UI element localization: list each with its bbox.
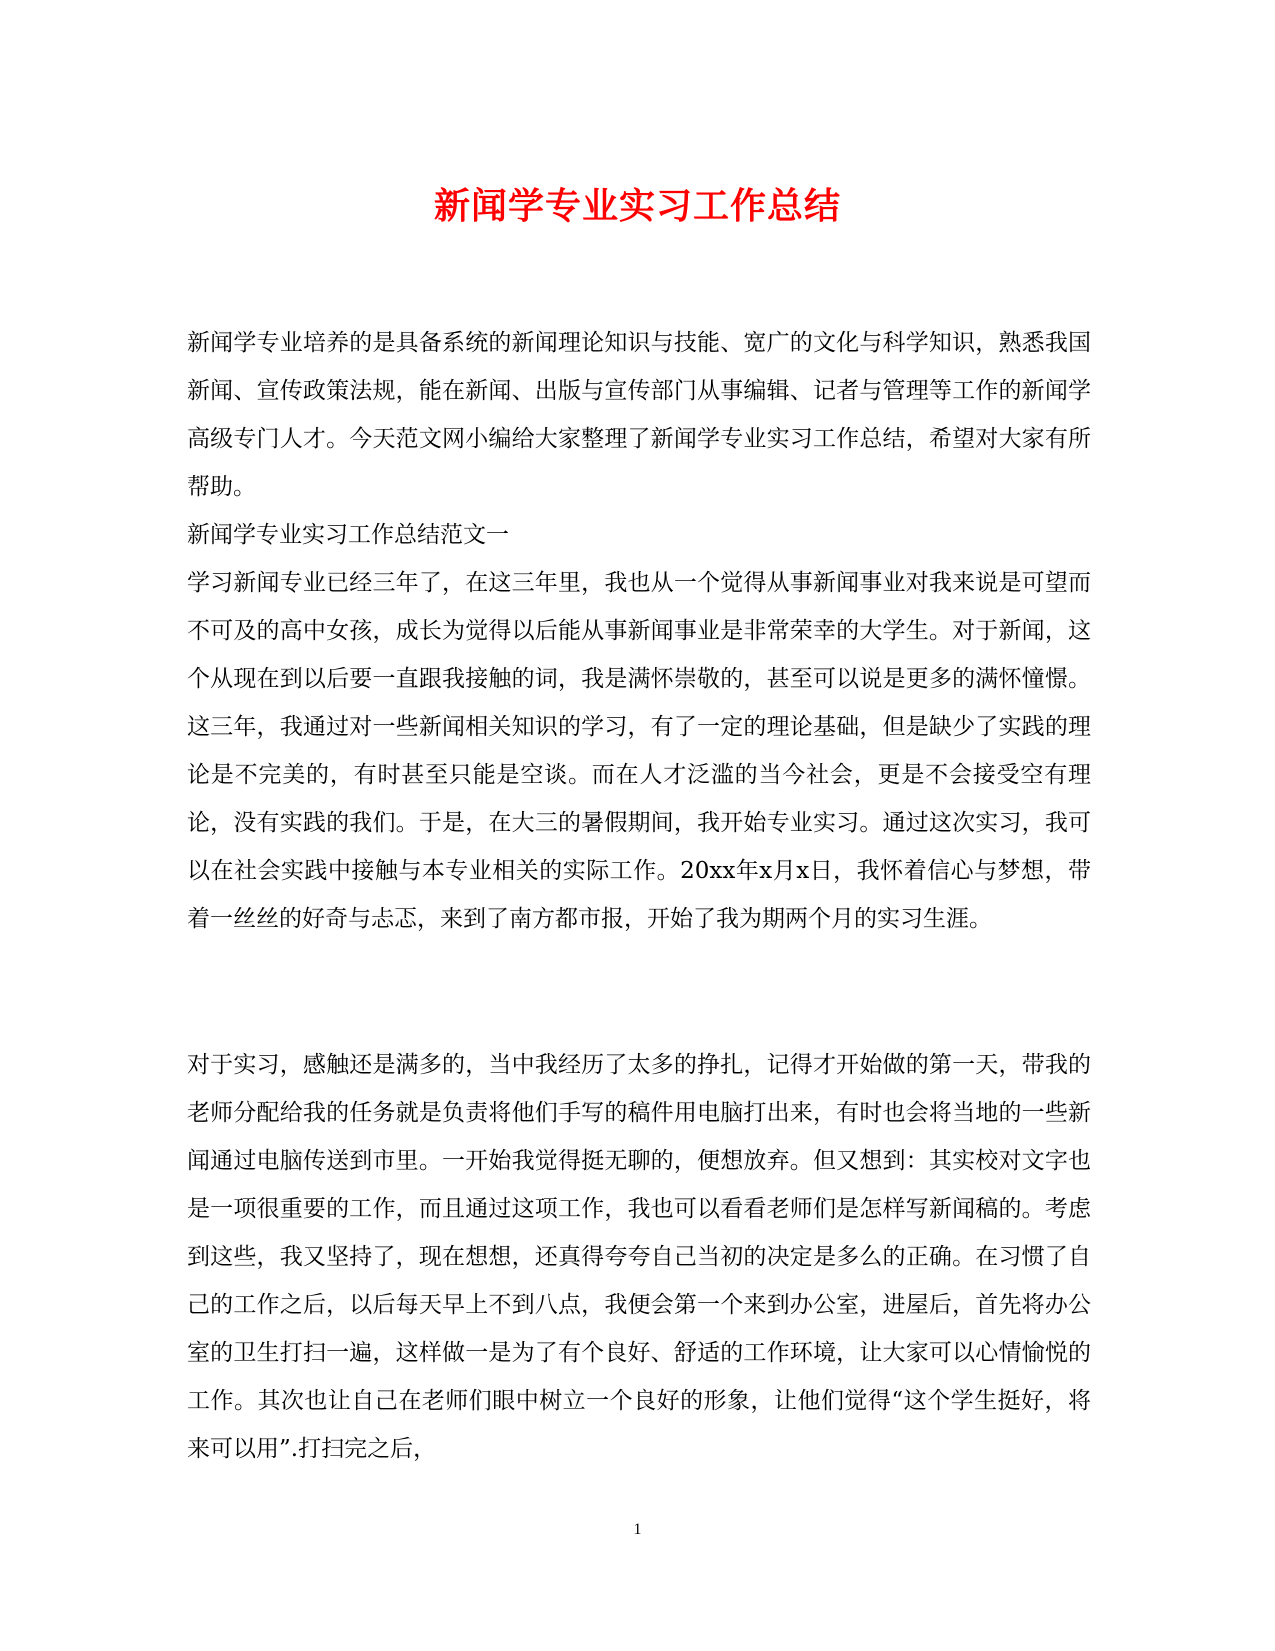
body-paragraph-2: 对于实习，感触还是满多的，当中我经历了太多的挣扎，记得才开始做的第一天，带我的老师分配给我的任务就是负责将他们手写的稿件用电脑打出来，有时也会将当地的一些新闻通过电脑传送到市里。一开始我觉得挺无聊的，便想放弃。但又想到：其实校对文字也是一项很重要的工作，而且通过这项工作，我也可以看看老师们是怎样写新闻稿的。考虑到这些，我又坚持了，现在想想，还真得夸夸自己当初的决定是多么的正确。在习惯了自己的工作之后，以后每天早上不到八点，我便会第一个来到办公室，进屋后，首先将办公室的卫生打扫一遍，这样做一是为了有个良好、舒适的工作环境，让大家可以心情愉悦的工作。其次也让自己在老师们眼中树立一个良好的形象，让他们觉得“这个学生挺好，将来可以用”.打扫完之后， — [187, 1052, 1091, 1462]
document-title: 新闻学专业实习工作总结 — [433, 185, 841, 228]
document-body-second — [187, 1041, 1091, 1473]
body-paragraph-1: 学习新闻专业已经三年了，在这三年里，我也从一个觉得从事新闻事业对我来说是可望而不可及的高中女孩，成长为觉得以后能从事新闻事业是非常荣幸的大学生。对于新闻，这个从现在到以后要一直跟我接触的词，我是满怀崇敬的，甚至可以说是更多的满怀憧憬。这三年，我通过对一些新闻相关知识的学习，有了一定的理论基础，但是缺少了实践的理论是不完美的，有时甚至只能是空谈。而在人才泛滥的当今社会，更是不会接受空有理论，没有实践的我们。于是，在大三的暑假期间，我开始专业实习。通过这次实习，我可以在社会实践中接触与本专业相关的实际工作。20xx年x月x日，我怀着信心与梦想，带着一丝丝的好奇与忐忑，来到了南方都市报，开始了我为期两个月的实习生涯。 — [187, 570, 1091, 932]
document-body-first — [187, 319, 1091, 943]
section-heading: 新闻学专业实习工作总结范文一 — [187, 522, 509, 548]
page-number: 1 — [633, 1521, 642, 1538]
intro-paragraph: 新闻学专业培养的是具备系统的新闻理论知识与技能、宽广的文化与科学知识，熟悉我国新闻、宣传政策法规，能在新闻、出版与宣传部门从事编辑、记者与管理等工作的新闻学高级专门人才。今天范文网小编给大家整理了新闻学专业实习工作总结，希望对大家有所帮助。 — [187, 330, 1091, 500]
